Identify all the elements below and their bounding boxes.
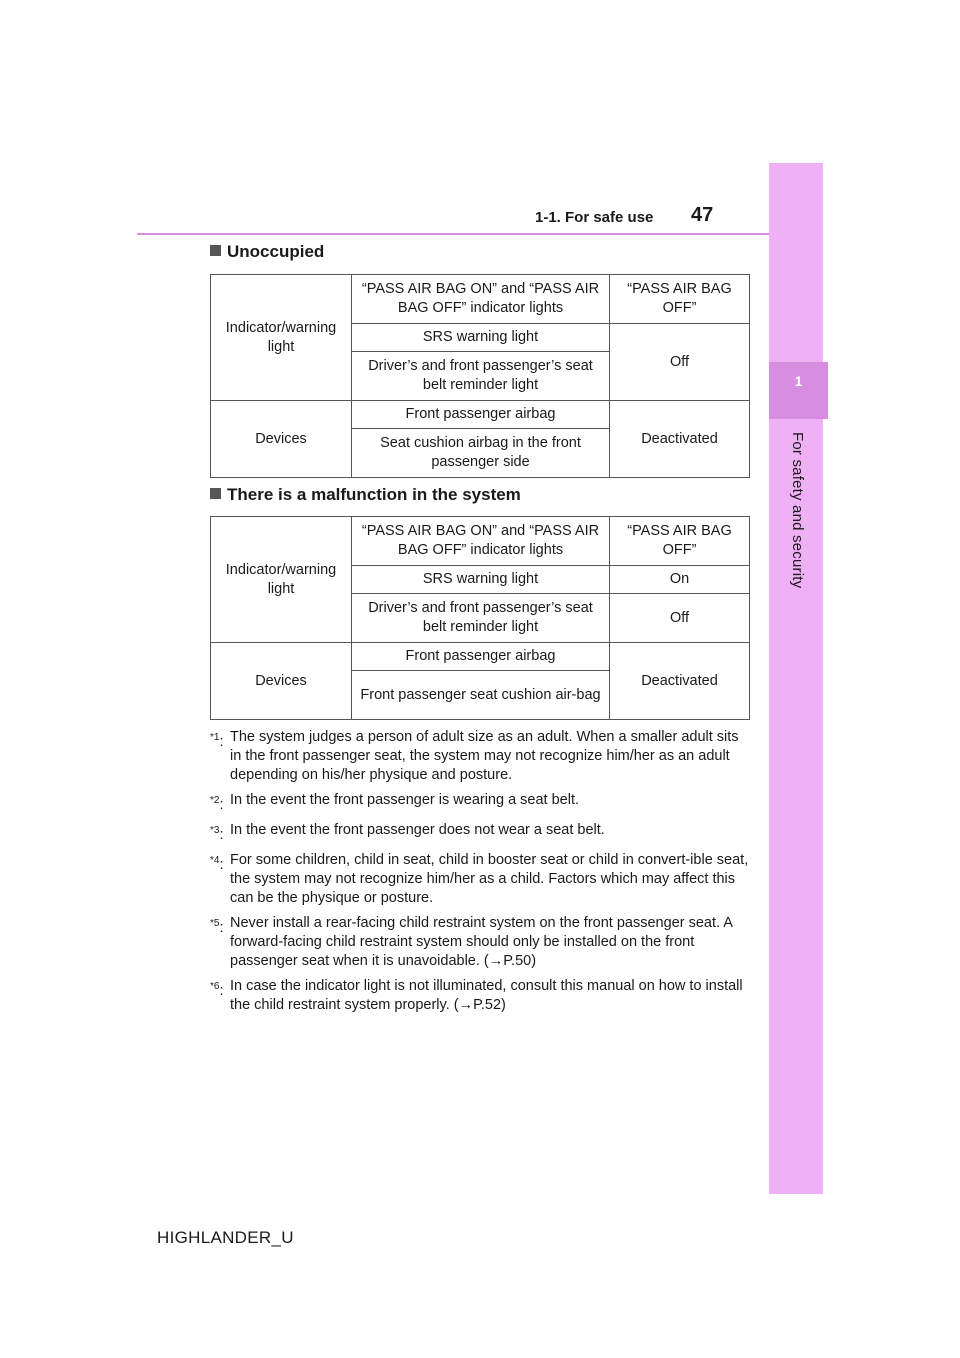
side-tab-strip — [769, 163, 823, 1194]
item-value: Off — [610, 594, 750, 643]
chapter-number: 1 — [794, 373, 803, 389]
square-bullet-icon — [210, 488, 221, 499]
item-label: Driver’s and front passenger’s seat belt reminder light — [352, 352, 610, 401]
square-bullet-icon — [210, 245, 221, 256]
table-row — [211, 275, 750, 324]
footnote-text: The system judges a person of adult size as an adult. When a smaller adult sits in the front passenger seat, the system may not recognize him/her as an adult depending on his/her physique and posture. — [230, 729, 739, 783]
footnote — [210, 791, 750, 815]
footnote-text: In the event the front passenger is wearing a seat belt. — [230, 792, 580, 808]
footnote-mark: $^{*1}$: — [210, 732, 224, 750]
heading-text: There is a malfunction in the system — [227, 485, 521, 504]
footnote-mark: $^{*3}$: — [210, 824, 224, 843]
footnote — [210, 914, 750, 971]
item-value: On — [610, 566, 750, 594]
row-group-label: Devices — [211, 401, 352, 478]
item-label: Front passenger airbag — [352, 401, 610, 429]
header-rule — [137, 233, 769, 235]
item-label: SRS warning light — [352, 566, 610, 594]
footer-model-code: HIGHLANDER_U — [157, 1228, 294, 1247]
table-row — [211, 517, 750, 566]
footnote-text: Never install a rear-facing child restraint system on the front passenger seat. A forward-facing child restraint system should only be installed on the front passenger seat when it is unavoidable. (→P.50) — [230, 914, 733, 969]
heading-unoccupied — [210, 242, 324, 262]
footnote — [210, 977, 750, 1015]
footnote — [210, 821, 750, 845]
item-label: Front passenger seat cushion air-bag — [352, 671, 610, 720]
footnote-mark: $^{*2}$: — [210, 795, 224, 813]
item-value: Deactivated — [610, 643, 750, 720]
section-title: 1-1. For safe use — [535, 209, 654, 226]
heading-malfunction — [210, 485, 521, 505]
footnote-text: In case the indicator light is not illuminated, consult this manual on how to install the child restraint system properly. (→P.52) — [230, 977, 743, 1013]
footnote — [210, 728, 750, 785]
table-row — [211, 401, 750, 429]
item-label: “PASS AIR BAG ON” and “PASS AIR BAG OFF” indicator lights — [352, 275, 610, 324]
item-label: Seat cushion airbag in the front passenger side — [352, 429, 610, 478]
item-value: “PASS AIR BAG OFF” — [610, 275, 750, 324]
footnote-mark: $^{*4}$: — [210, 854, 224, 873]
chapter-label: For safety and security — [789, 432, 806, 589]
item-label: SRS warning light — [352, 324, 610, 352]
item-label: “PASS AIR BAG ON” and “PASS AIR BAG OFF” indicator lights — [352, 517, 610, 566]
row-group-label: Indicator/warning light — [211, 517, 352, 643]
footnote-text: For some children, child in seat, child in booster seat or child in convert-ible seat, the system may not recognize him/her as a child. Factors which may affect this can be the physique or posture. — [230, 851, 749, 906]
footnotes — [210, 728, 750, 1021]
page-number: 47 — [691, 204, 714, 226]
footnote-mark: $^{*5}$: — [210, 917, 224, 936]
footnote-text: In the event the front passenger does not wear a seat belt. — [230, 821, 605, 838]
item-value: Deactivated — [610, 401, 750, 478]
item-value: Off — [610, 324, 750, 401]
item-label: Front passenger airbag — [352, 643, 610, 671]
row-group-label: Devices — [211, 643, 352, 720]
footnote-mark: $^{*6}$: — [210, 980, 224, 999]
unoccupied-table — [210, 274, 750, 478]
footnote — [210, 851, 750, 908]
row-group-label: Indicator/warning light — [211, 275, 352, 401]
item-value: “PASS AIR BAG OFF” — [610, 517, 750, 566]
malfunction-table — [210, 516, 750, 720]
item-label: Driver’s and front passenger’s seat belt reminder light — [352, 594, 610, 643]
heading-text: Unoccupied — [227, 242, 325, 261]
table-row — [211, 643, 750, 671]
chapter-number-box — [769, 362, 828, 419]
